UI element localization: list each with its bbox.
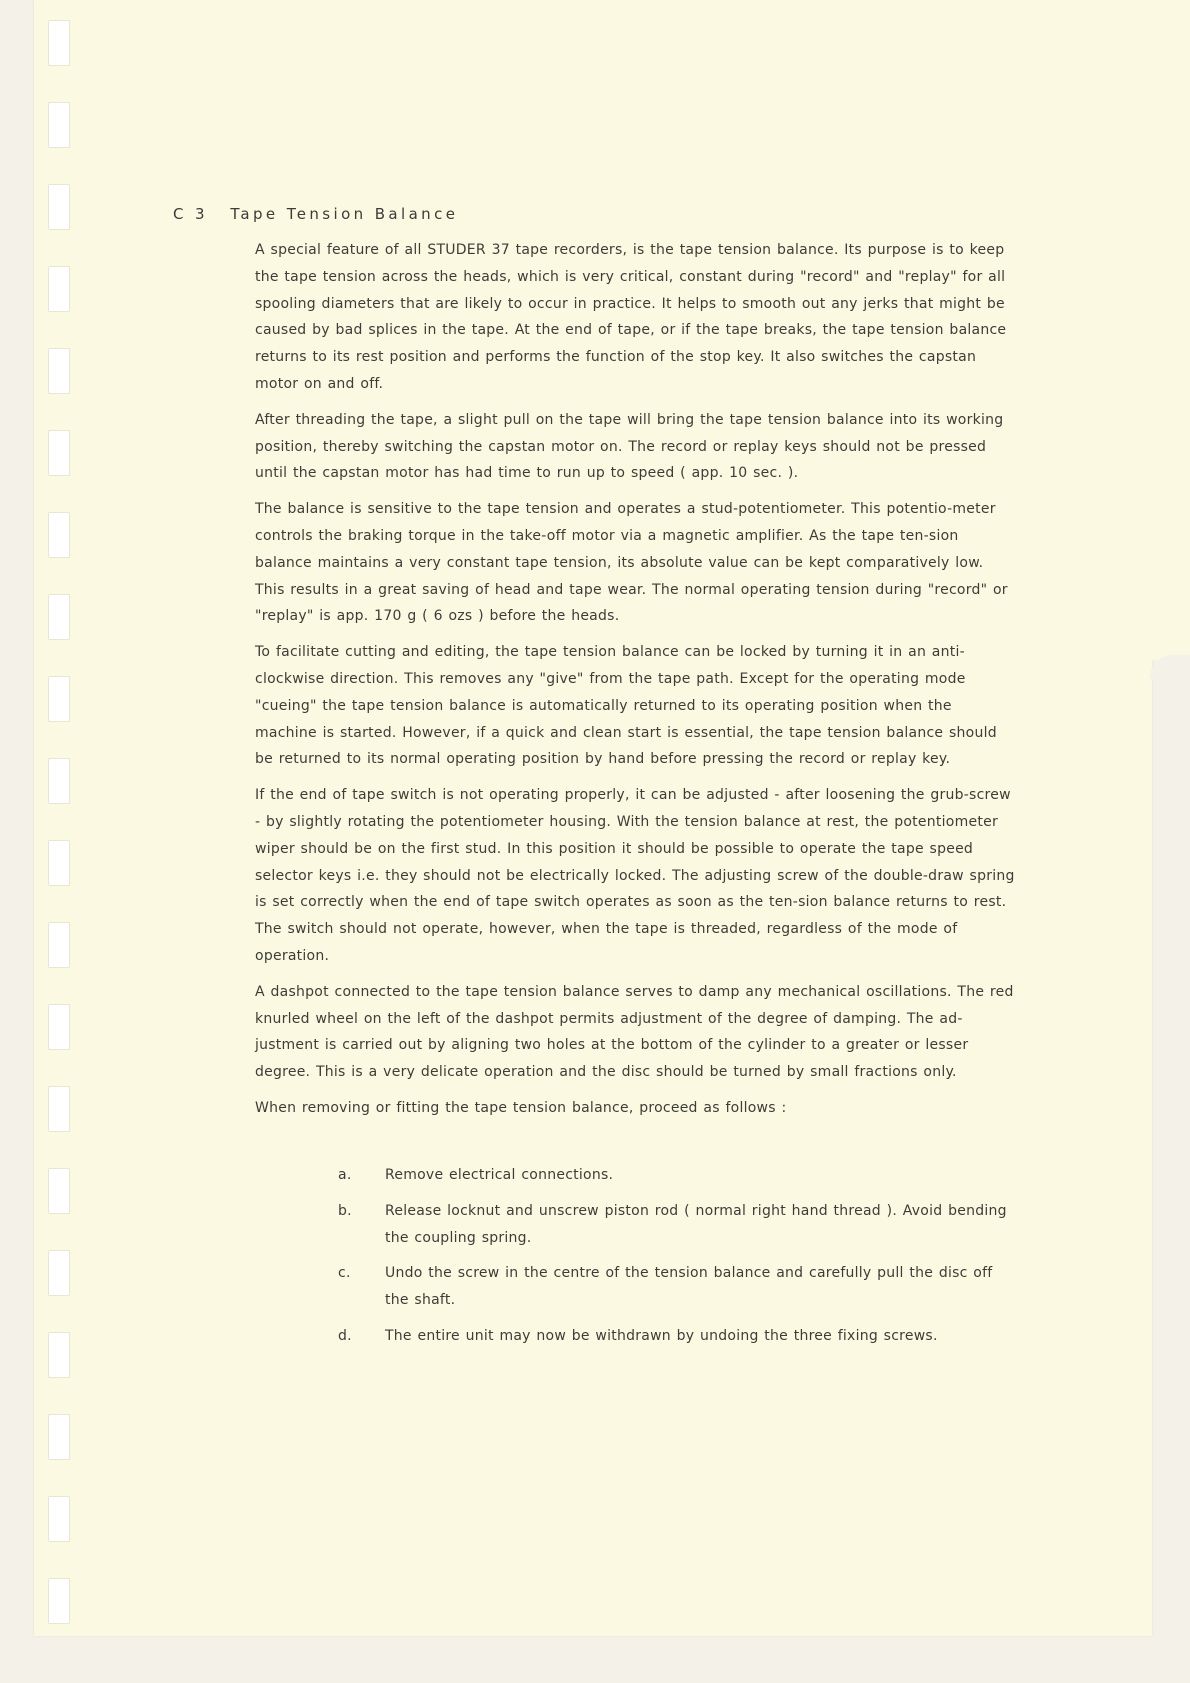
paragraph-dashpot: A dashpot connected to the tape tension balance serves to damp any mechanical oscillations. The red knurled wheel on the left of the dashpot permits adjustment of the degree of damping. The ad-justment is carried out by aligning two holes at the bottom of the cylinder to a greater or lesser degree. This is a very delicate operation and the disc should be turned by small fractions only.: [255, 983, 1014, 1081]
paragraph-sensitivity: The balance is sensitive to the tape tension and operates a stud-potentiometer. This potentio-meter controls the braking torque in the take-off motor via a magnetic amplifier. As the tape ten-sion balance maintains a very constant tape tension, its absolute value can be kept comparatively low. This results in a great saving of head and tape wear. The normal operating tension during "record" or "replay" is app. 170 g ( 6 ozs ) before the heads.: [255, 501, 1008, 625]
paragraph-end-of-tape-switch: If the end of tape switch is not operating properly, it can be adjusted - after loosening the grub-screw - by slightly rotating the potentiometer housing. With the tension balance at rest, the potentiometer wiper should be on the first stud. In this position it should be possible to operate the tape speed selector keys i.e. they should not be electrically locked. The adjusting screw of the double-draw spring is set correctly when the end of tape switch operates as soon as the ten-sion balance returns to rest. The switch should not operate, however, when the tape is threaded, regardless of the mode of operation.: [255, 787, 1015, 964]
section-number: C 3: [173, 205, 208, 223]
paragraph-removal-intro: When removing or fitting the tape tension balance, proceed as follows :: [255, 1099, 787, 1116]
list-item: [338, 1198, 1018, 1252]
list-item: [338, 1323, 1018, 1350]
paragraph-threading: After threading the tape, a slight pull on the tape will bring the tape tension balance into its working position, thereby switching the capstan motor on. The record or replay keys should not be pressed until the capstan motor has had time to run up to speed ( app. 10 sec. ).: [255, 411, 1004, 482]
section-title: Tape Tension Balance: [230, 205, 459, 223]
list-text: Release locknut and unscrew piston rod ( normal right hand thread ). Avoid bending the coupling spring.: [385, 1202, 1007, 1246]
list-text: Remove electrical connections.: [385, 1167, 614, 1183]
list-text: Undo the screw in the centre of the tension balance and carefully pull the disc off the shaft.: [385, 1265, 993, 1309]
list-item: [338, 1162, 1018, 1189]
section-heading: [173, 205, 458, 223]
paragraph-editing: To facilitate cutting and editing, the tape tension balance can be locked by turning it in an anti-clockwise direction. This removes any "give" from the tape path. Except for the operating mode "cueing" the tape tension balance is automatically returned to its operating position when the machine is started. However, if a quick and clean start is essential, the tape tension balance should be returned to its normal operating position by hand before pressing the record or replay key.: [255, 644, 997, 768]
removal-steps-list: [338, 1162, 1018, 1359]
list-marker: b.: [338, 1202, 352, 1219]
list-text: The entire unit may now be withdrawn by undoing the three fixing screws.: [385, 1327, 938, 1344]
list-marker: c.: [338, 1265, 351, 1282]
body-text: [255, 237, 1015, 1131]
list-marker: a.: [338, 1167, 352, 1183]
paragraph-intro: A special feature of all STUDER 37 tape recorders, is the tape tension balance. Its purpose is to keep the tape tension across the heads, which is very critical, constant during "record" and "replay" for all spooling diameters that are likely to occur in practice. It helps to smooth out any jerks that might be caused by bad splices in the tape. At the end of tape, or if the tape breaks, the tape tension balance returns to its rest position and performs the function of the stop key. It also switches the capstan motor on and off.: [255, 242, 1007, 392]
list-marker: d.: [338, 1327, 352, 1344]
list-item: [338, 1260, 1018, 1314]
